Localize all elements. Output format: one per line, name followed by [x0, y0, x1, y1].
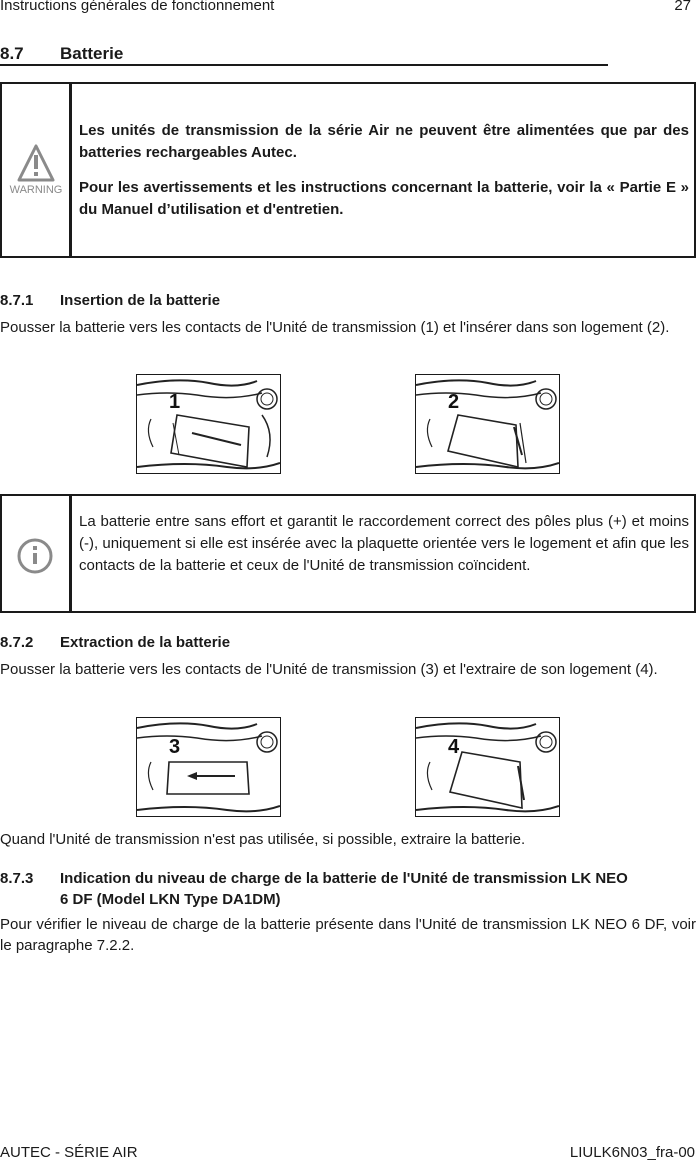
footer-left: AUTEC - SÉRIE AIR	[0, 1144, 138, 1161]
subsection-number: 8.7.1	[0, 292, 34, 309]
extraction-instructions: Pousser la batterie vers les contacts de l'Unité de transmission (3) et l'extraire de son logement (4).	[0, 661, 658, 678]
figure-extraction-step-3	[136, 717, 281, 817]
page-number: 27	[674, 0, 691, 14]
transmitter-battery-illustration	[416, 718, 559, 816]
figure-insertion-step-2	[415, 374, 560, 474]
figure-label-1: 1	[169, 391, 181, 413]
insertion-instructions: Pousser la batterie vers les contacts de l'Unité de transmission (1) et l'insérer dans son logement (2).	[0, 319, 670, 336]
info-icon	[2, 496, 69, 611]
warning-paragraph-2: Pour les avertissements et les instructions concernant la batterie, voir la « Partie E » du Manuel d’utilisation et d'entretien.	[79, 179, 689, 218]
subsection-title-line-1: Indication du niveau de charge de la batterie de l'Unité de transmission LK NEO	[60, 870, 628, 887]
figure-label-4: 4	[448, 736, 460, 758]
warning-icon	[2, 84, 69, 256]
figure-insertion-step-1	[136, 374, 281, 474]
subsection-number: 8.7.2	[0, 634, 34, 651]
subsection-title-line-2: 6 DF (Model LKN Type DA1DM)	[60, 891, 281, 908]
figure-extraction-step-4	[415, 717, 560, 817]
subsection-title: Extraction de la batterie	[60, 634, 231, 651]
subsection-title: Insertion de la batterie	[60, 292, 221, 309]
warning-icon-label: WARNING	[9, 184, 63, 196]
info-text-cell	[70, 494, 696, 613]
figure-label-3: 3	[169, 736, 181, 758]
section-number: 8.7	[0, 44, 24, 63]
figure-label-2: 2	[448, 391, 460, 413]
info-paragraph: La batterie entre sans effort et garantit le raccordement correct des pôles plus (+) et moins (-), uniquement si elle est insérée avec la plaquette orientée vers le logement et afin que les contacts de la batterie et ceux de l'Unité de transmission coïncident.	[79, 513, 689, 574]
subsection-number: 8.7.3	[0, 870, 34, 887]
transmitter-battery-illustration	[137, 375, 280, 473]
transmitter-battery-illustration	[416, 375, 559, 473]
footer-document-code: LIULK6N03_fra-00	[569, 1144, 695, 1161]
storage-note: Quand l'Unité de transmission n'est pas utilisée, si possible, extraire la batterie.	[0, 831, 526, 848]
transmitter-battery-illustration	[137, 718, 280, 816]
warning-paragraph-1: Les unités de transmission de la série Air ne peuvent être alimentées que par des batteries rechargeables Autec.	[79, 122, 689, 161]
section-rule	[0, 64, 608, 66]
warning-icon-cell	[0, 82, 71, 258]
charge-level-instructions: Pour vérifier le niveau de charge de la batterie présente dans l'Unité de transmission LK NEO 6 DF, voir le paragraphe 7.2.2.	[0, 916, 696, 954]
info-icon-cell	[0, 494, 71, 613]
section-title: Batterie	[60, 44, 124, 63]
page-header-title: Instructions générales de fonctionnement	[0, 0, 275, 14]
warning-text-cell	[70, 82, 696, 258]
